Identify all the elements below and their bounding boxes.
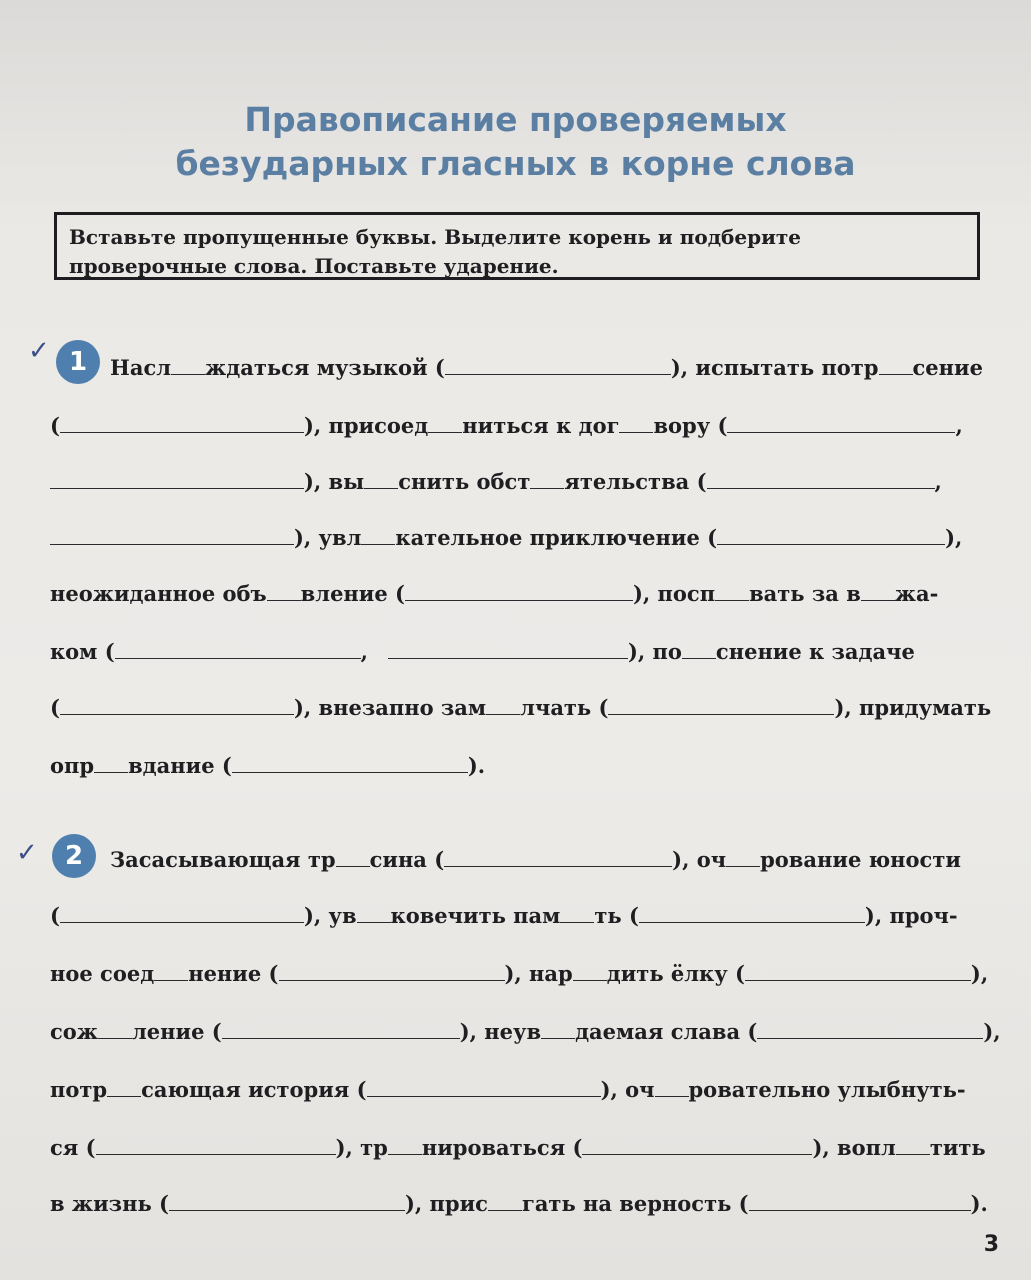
exercise1-line-3: ), вы снить обст ятельства ( , [50, 462, 1005, 502]
exercise-number-badge: 1 [56, 340, 100, 384]
answer-blank[interactable] [727, 410, 955, 433]
title-line-2: безударных гласных в корне слова [175, 144, 856, 183]
letter-gap[interactable] [336, 848, 370, 867]
check-mark-icon: ✓ [16, 838, 38, 868]
answer-blank[interactable] [169, 1188, 405, 1211]
letter-gap[interactable] [530, 470, 564, 489]
letter-gap[interactable] [488, 1192, 522, 1211]
answer-blank[interactable] [639, 900, 865, 923]
check-mark-icon: ✓ [28, 336, 50, 366]
answer-blank[interactable] [60, 900, 304, 923]
answer-blank[interactable] [232, 750, 468, 773]
answer-blank[interactable] [60, 692, 294, 715]
exercise2-line-6: ся ( ), тр нироваться ( ), вопл тить [50, 1128, 1005, 1168]
exercise2-line-3: ное соед нение ( ), нар дить ёлку ( ), [50, 954, 1005, 994]
letter-gap[interactable] [107, 1078, 141, 1097]
letter-gap[interactable] [94, 754, 128, 773]
letter-gap[interactable] [154, 962, 188, 981]
letter-gap[interactable] [619, 414, 653, 433]
answer-blank[interactable] [445, 352, 671, 375]
answer-blank[interactable] [608, 692, 834, 715]
letter-gap[interactable] [361, 526, 395, 545]
exercise1-line-2: ( ), присоед ниться к дог вору ( , [50, 406, 1005, 446]
instruction-box: Вставьте пропущенные буквы. Выделите корень и подберите проверочные слова. Поставьте ударение. [54, 212, 980, 280]
letter-gap[interactable] [267, 582, 301, 601]
answer-blank[interactable] [757, 1016, 983, 1039]
letter-gap[interactable] [655, 1078, 689, 1097]
answer-blank[interactable] [222, 1016, 460, 1039]
answer-blank[interactable] [60, 410, 304, 433]
exercise1-line-6: ком ( , ), по снение к задаче [50, 632, 1005, 672]
letter-gap[interactable] [573, 962, 607, 981]
exercise2-line-1: Засасывающая тр сина ( ), оч рование юности [110, 840, 1005, 880]
exercise2-line-5: потр сающая история ( ), оч ровательно улыбнуть- [50, 1070, 1005, 1110]
letter-gap[interactable] [896, 1136, 930, 1155]
answer-blank[interactable] [115, 636, 361, 659]
answer-blank[interactable] [367, 1074, 601, 1097]
answer-blank[interactable] [96, 1132, 336, 1155]
exercise1-line-5: неожиданное объ вление ( ), посп вать за в жа- [50, 574, 1005, 614]
answer-blank[interactable] [717, 522, 945, 545]
letter-gap[interactable] [879, 356, 913, 375]
answer-blank[interactable] [745, 958, 971, 981]
letter-gap[interactable] [171, 356, 205, 375]
exercise2-line-7: в жизнь ( ), прис гать на верность ( ). [50, 1184, 1005, 1224]
page-number: 3 [983, 1232, 999, 1257]
letter-gap[interactable] [715, 582, 749, 601]
letter-gap[interactable] [861, 582, 895, 601]
letter-gap[interactable] [682, 640, 716, 659]
answer-blank[interactable] [749, 1188, 971, 1211]
exercise1-line-4: ), увл кательное приключение ( ), [50, 518, 1005, 558]
answer-blank[interactable] [707, 466, 935, 489]
exercise1-line-1: Насл ждаться музыкой ( ), испытать потр сение [110, 348, 1005, 388]
exercise-number-badge: 2 [52, 834, 96, 878]
letter-gap[interactable] [357, 904, 391, 923]
letter-gap[interactable] [98, 1020, 132, 1039]
letter-gap[interactable] [428, 414, 462, 433]
letter-gap[interactable] [726, 848, 760, 867]
exercise2-line-2: ( ), ув ковечить пам ть ( ), проч- [50, 896, 1005, 936]
answer-blank[interactable] [279, 958, 505, 981]
letter-gap[interactable] [486, 696, 520, 715]
answer-blank[interactable] [582, 1132, 812, 1155]
answer-blank[interactable] [50, 522, 294, 545]
exercise1-line-8: опр вдание ( ). [50, 746, 1005, 786]
letter-gap[interactable] [560, 904, 594, 923]
letter-gap[interactable] [364, 470, 398, 489]
answer-blank[interactable] [388, 636, 628, 659]
exercise2-line-4: сож ление ( ), неув даемая слава ( ), [50, 1012, 1005, 1052]
letter-gap[interactable] [541, 1020, 575, 1039]
page-title [0, 98, 1031, 186]
title-line-1: Правописание проверяемых [244, 100, 787, 139]
answer-blank[interactable] [444, 844, 672, 867]
answer-blank[interactable] [405, 578, 633, 601]
letter-gap[interactable] [388, 1136, 422, 1155]
answer-blank[interactable] [50, 466, 304, 489]
exercise1-line-7: ( ), внезапно зам лчать ( ), придумать [50, 688, 1005, 728]
